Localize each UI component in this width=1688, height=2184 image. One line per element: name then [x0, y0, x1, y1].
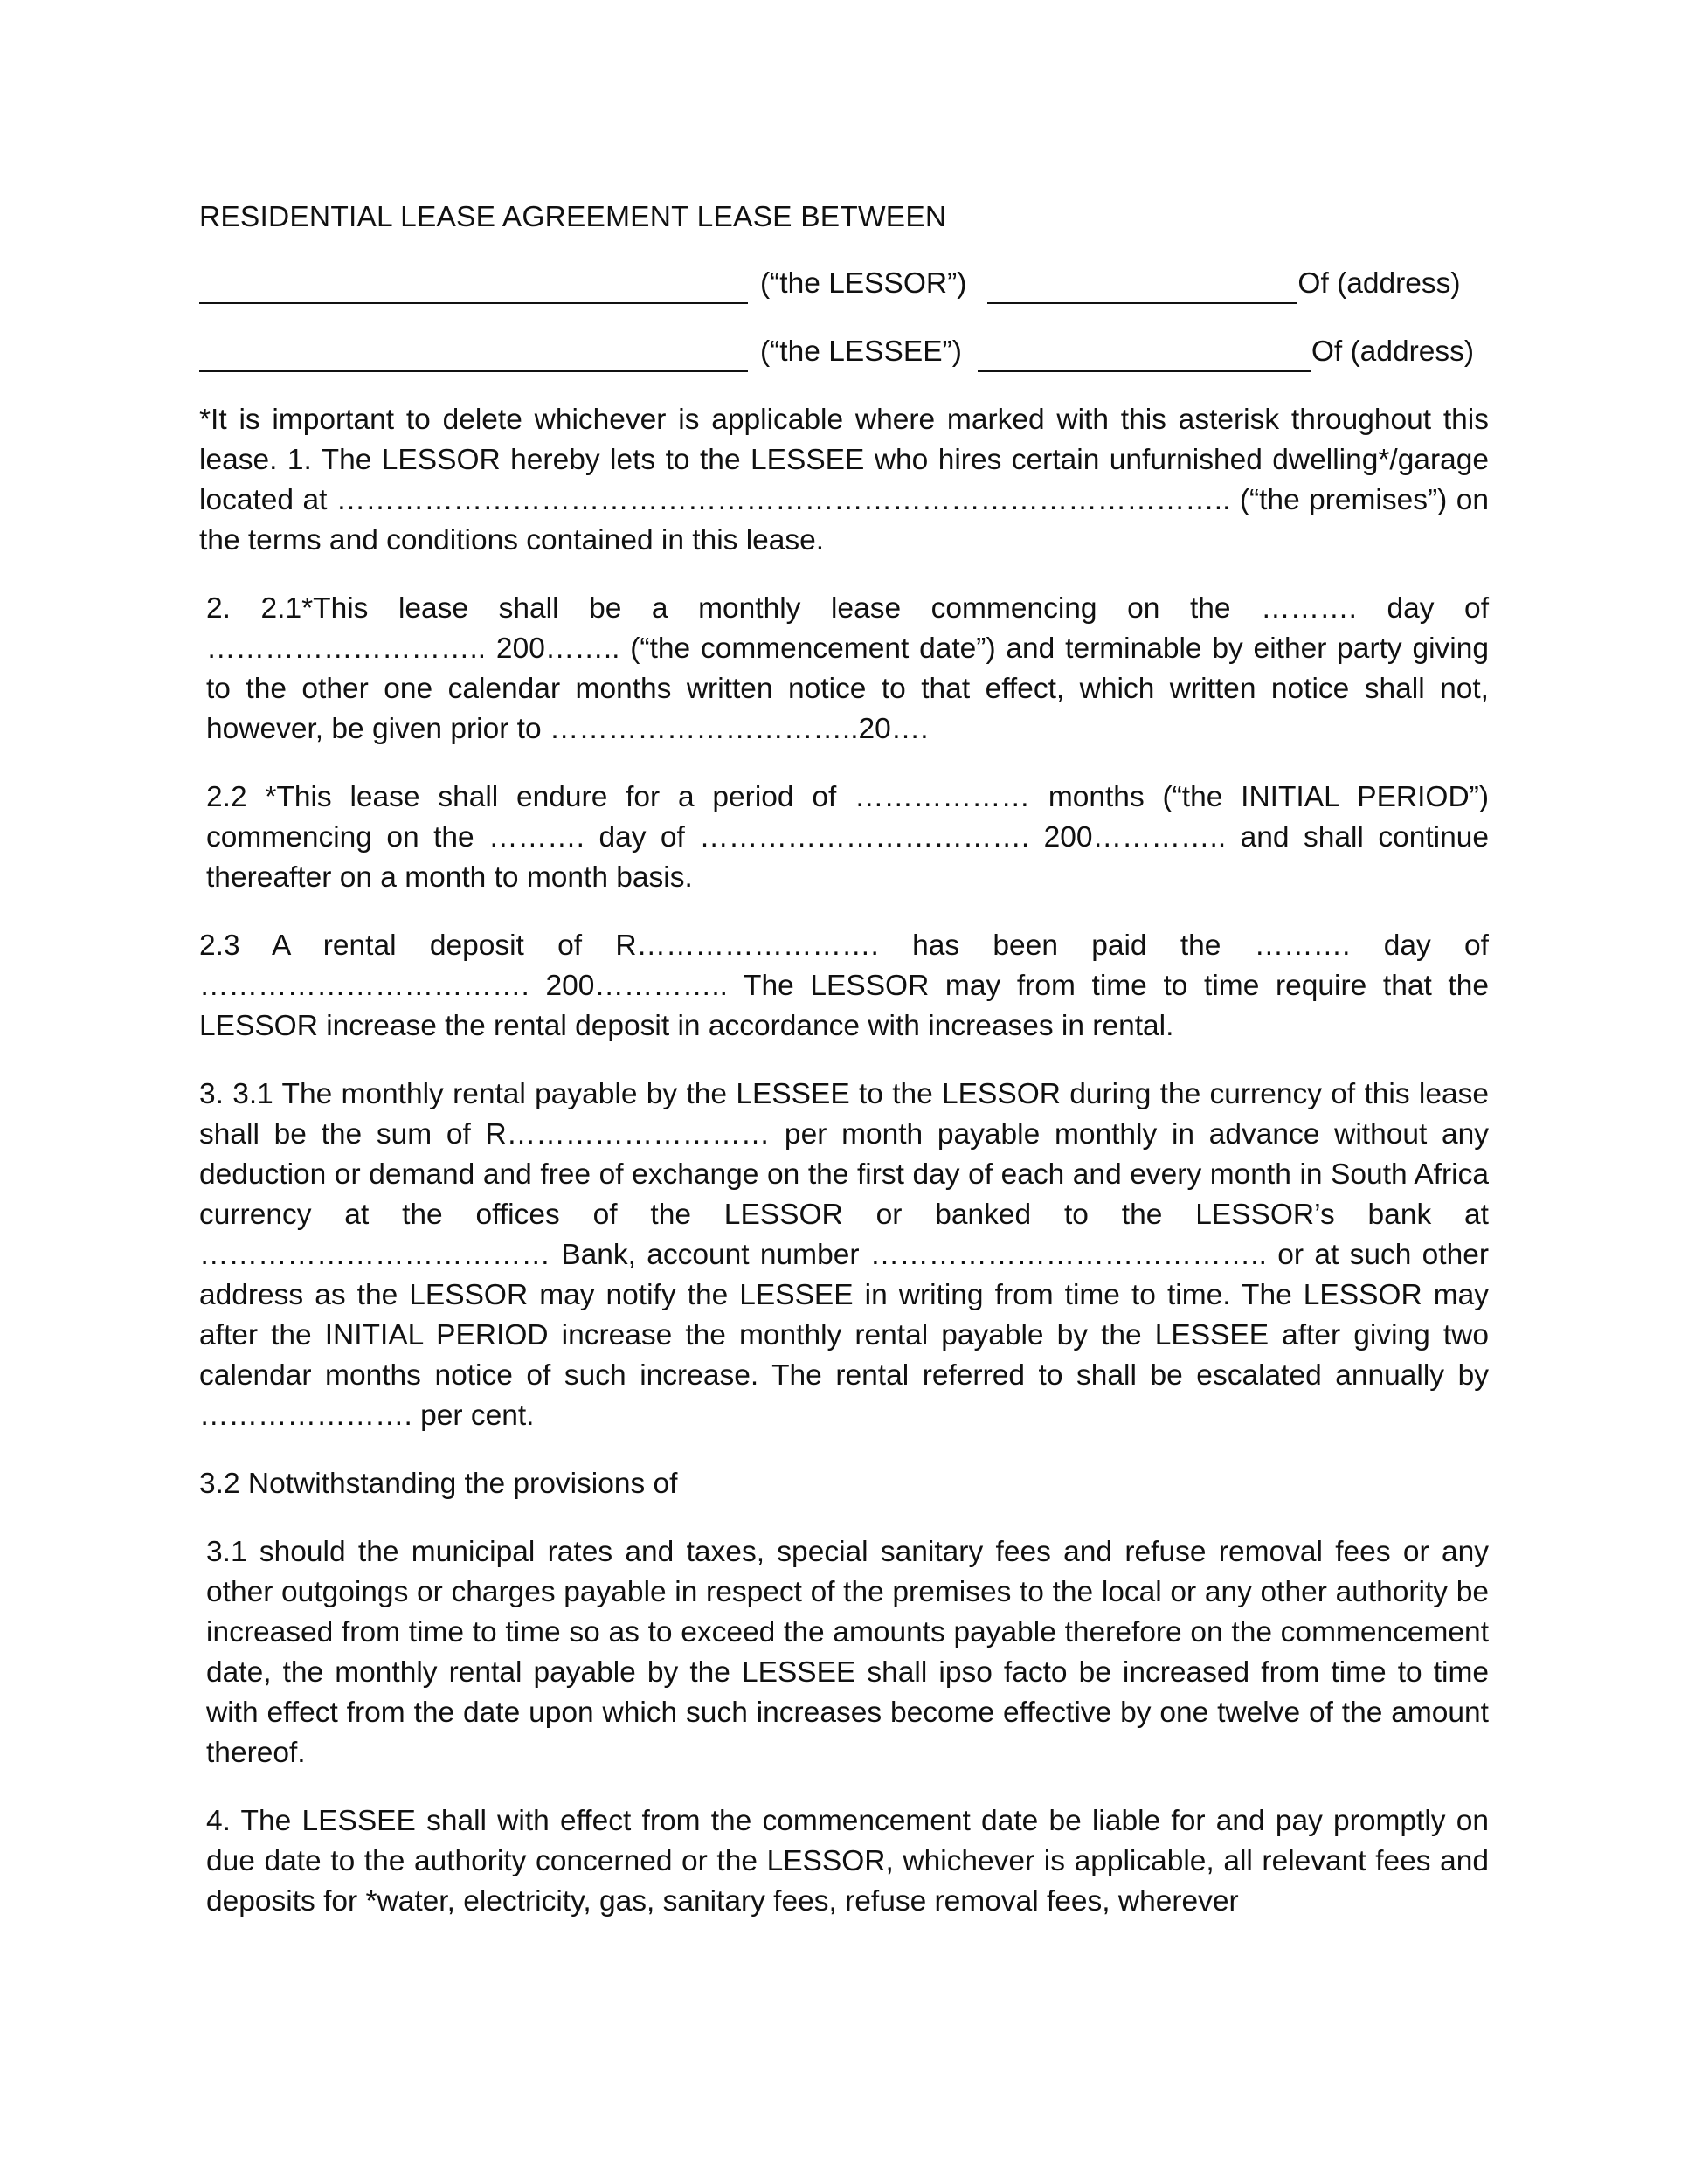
clause-2-2: 2.2 *This lease shall endure for a period of ……………… months (“the INITIAL PERIOD”) commencing on the ………. day of ……………………………. 200………….. and shall continue thereafter on a month to month basis. — [206, 781, 1489, 894]
lessor-address-blank — [987, 274, 1297, 304]
clause-intro-1: *It is important to delete whichever is applicable where marked with this asterisk throughout this lease. 1. The LESSOR hereby lets to the LESSEE who hires certain unfurnished dwelling*/garage located at ……………………………………………………………………………….. (“the premises”) on the terms and conditions contained in this lease. — [199, 404, 1489, 556]
clause-3-2: 3.2 Notwithstanding the provisions of — [199, 1468, 678, 1500]
clause-4: 4. The LESSEE shall with effect from the commencement date be liable for and pay promptly on due date to the authority concerned or the LESSOR, whichever is applicable, all relevant fees and deposits for *water, electricity, gas, sanitary fees, refuse removal fees, wherever — [206, 1805, 1489, 1918]
lessee-address-blank — [978, 342, 1311, 372]
lessor-name-blank — [199, 274, 748, 304]
lessee-address-label: Of (address) — [1311, 335, 1475, 368]
lessee-name-blank — [199, 342, 748, 372]
clause-2-3: 2.3 A rental deposit of R……………………. has been paid the ………. day of ……………………………. 200………….. The LESSOR may from time to time require that the LESSOR increase the rental deposit in accordance with increases in rental. — [199, 930, 1489, 1042]
document-body — [199, 197, 1489, 1922]
clause-2-1: 2. 2.1*This lease shall be a monthly lease commencing on the ………. day of ……………………….. 200…….. (“the commencement date”) and terminable by either party giving to the other one calendar months written notice to that effect, which written notice shall not, however, be given prior to …………………………..20…. — [206, 592, 1489, 745]
clause-3-2-continued: 3.1 should the municipal rates and taxes, special sanitary fees and refuse removal fees or any other outgoings or charges payable in respect of the premises to the local or any other authority be increased from time to time so as to exceed the amounts payable therefore on the commencement date, the monthly rental payable by the LESSEE shall ipso facto be increased from time to time with effect from the date upon which such increases become effective by one twelve of the amount thereof. — [206, 1536, 1489, 1769]
lessor-line — [199, 264, 1489, 304]
document-title: RESIDENTIAL LEASE AGREEMENT LEASE BETWEEN — [199, 201, 947, 233]
lessee-label: (“the LESSEE”) — [760, 335, 962, 368]
lessee-line — [199, 332, 1489, 372]
lessor-address-label: Of (address) — [1297, 267, 1461, 300]
lessor-label: (“the LESSOR”) — [760, 267, 967, 300]
clause-3-1: 3. 3.1 The monthly rental payable by the LESSEE to the LESSOR during the currency of this lease shall be the sum of R……………………… per month payable monthly in advance without any deduction or demand and free of exchange on the first day of each and every month in South Africa currency at the offices of the LESSOR or banked to the LESSOR’s bank at ……………………………… Bank, account number ………………………………….. or at such other address as the LESSOR may notify the LESSEE in writing from time to time. The LESSOR may after the INITIAL PERIOD increase the monthly rental payable by the LESSEE after giving two calendar months notice of such increase. The rental referred to shall be escalated annually by …………………. per cent. — [199, 1078, 1489, 1432]
